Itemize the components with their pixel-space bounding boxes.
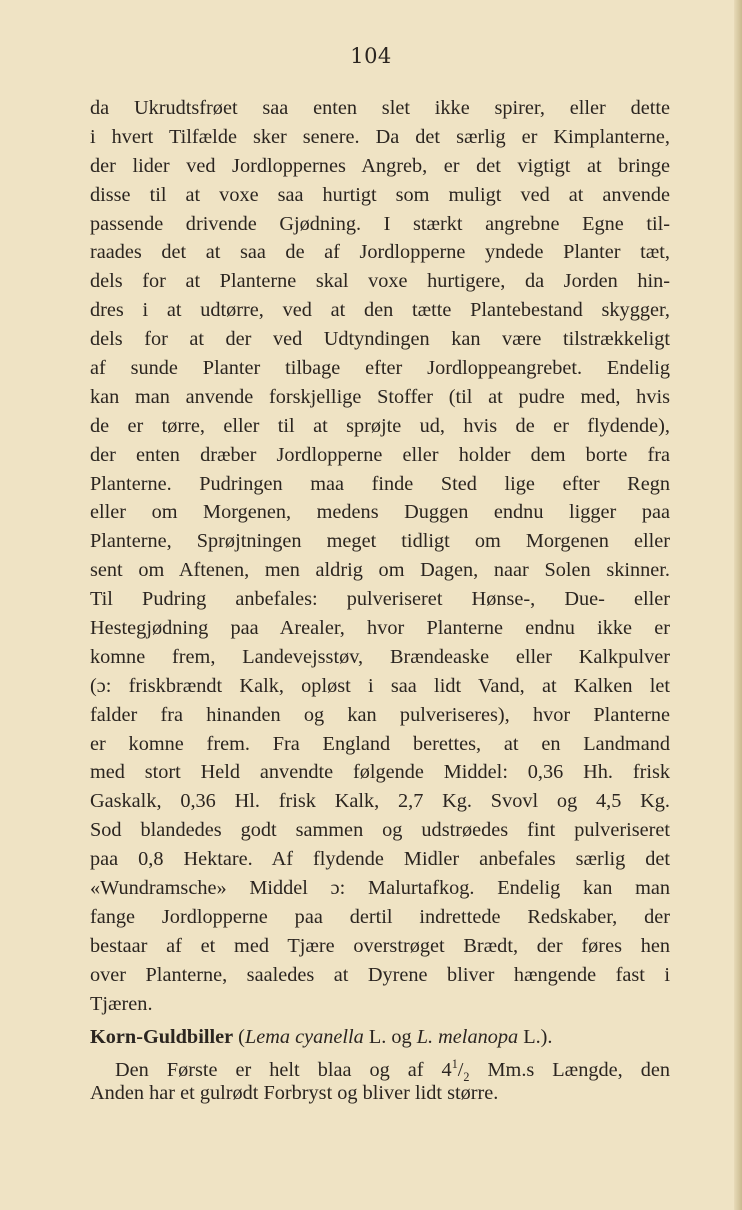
text-line: af sunde Planter tilbage efter Jordloppeangrebet. Endelig [90,357,670,380]
heading-mid: L. og [363,1026,417,1048]
text-line: komne frem, Landevejsstøv, Brændeaske eller Kalkpulver [90,645,670,668]
heading-species-1: Lema cyanella [244,1026,364,1048]
text-line: i hvert Tilfælde sker senere. Da det særlig er Kimplanterne, [90,125,670,148]
text-line: Planterne, Sprøjtningen meget tidligt om Morgenen eller [90,530,670,553]
text-line: er komne frem. Fra England berettes, at en Landmand [90,732,670,755]
text-line: dels for at der ved Udtyndingen kan være tilstrækkeligt [90,328,670,351]
text-line: over Planterne, saaledes at Dyrene bliver hængende fast i [90,963,670,986]
page-edge [734,0,742,1210]
text-line: Gaskalk, 0,36 Hl. frisk Kalk, 2,7 Kg. Svovl og 4,5 Kg. [90,790,670,813]
text-line: paa 0,8 Hektare. Af flydende Midler anbefales særlig det [90,848,670,871]
text-line: Hestegjødning paa Arealer, hvor Planterne endnu ikke er [90,617,670,640]
heading-title: Korn-Guldbiller [90,1026,234,1048]
text-line: kan man anvende forskjellige Stoffer (til at pudre med, hvis [90,385,670,408]
text-line: da Ukrudtsfrøet saa enten slet ikke spirer, eller dette [90,97,670,119]
text-line: dres i at udtørre, ved at den tætte Plantebestand skygger, [90,299,670,322]
text-line: (ɔ: friskbrændt Kalk, opløst i saa lidt Vand, at Kalken let [90,674,670,697]
text-line: Sod blandedes godt sammen og udstrøedes fint pulveriseret [90,819,670,842]
text-fragment: Den Første er helt blaa og af 4 [115,1058,452,1081]
description-text [90,1051,670,1109]
text-line: der enten dræber Jordlopperne eller holder dem borte fra [90,443,670,466]
text-line: sent om Aftenen, men aldrig om Dagen, naar Solen skinner. [90,559,670,582]
text-line: dels for at Planterne skal voxe hurtigere, da Jorden hin- [90,270,670,293]
text-line: bestaar af et med Tjære overstrøget Brædt, der føres hen [90,934,670,957]
text-line: falder fra hinanden og kan pulveriseres), hvor Planterne [90,703,670,726]
text-line: de er tørre, eller til at sprøjte ud, hvis de er flydende), [90,414,670,437]
fraction-denominator: 2 [463,1069,470,1084]
page-number: 104 [350,44,392,68]
text-line: passende drivende Gjødning. I stærkt angrebne Egne til- [90,212,670,235]
text-line: Anden har et gulrødt Forbryst og bliver lidt større. [90,1081,499,1104]
text-line: Den Første er helt blaa og af $4^1/_2$ Mm.s Længde, den [115,1057,670,1084]
text-line: Til Pudring anbefales: pulveriseret Hønse-, Due- eller [90,588,670,611]
section-heading [90,1023,670,1051]
text-fragment: Mm.s Længde, den [469,1058,670,1081]
text-line: fange Jordlopperne paa dertil indrettede Redskaber, der [90,905,670,928]
heading-species-2: L. melanopa [416,1026,519,1048]
text-line: disse til at voxe saa hurtigt som muligt ved at anvende [90,183,670,206]
text-line: raades det at saa de af Jordlopperne yndede Planter tæt, [90,241,670,264]
text-line: Tjæren. [90,992,153,1015]
text-line: «Wundramsche» Middel ɔ: Malurtafkog. Endelig kan man [90,877,670,900]
heading-open: ( [233,1026,245,1048]
text-line: med stort Held anvendte følgende Middel: 0,36 Hh. frisk [90,761,670,784]
heading-close: L.). [518,1026,553,1048]
body-text [90,94,670,1019]
text-line: der lider ved Jordloppernes Angreb, er det vigtigt at bringe [90,154,670,177]
text-line: Planterne. Pudringen maa finde Sted lige efter Regn [90,472,670,495]
text-line: eller om Morgenen, medens Duggen endnu ligger paa [90,501,670,524]
fraction-numerator: 1 [451,1057,458,1071]
